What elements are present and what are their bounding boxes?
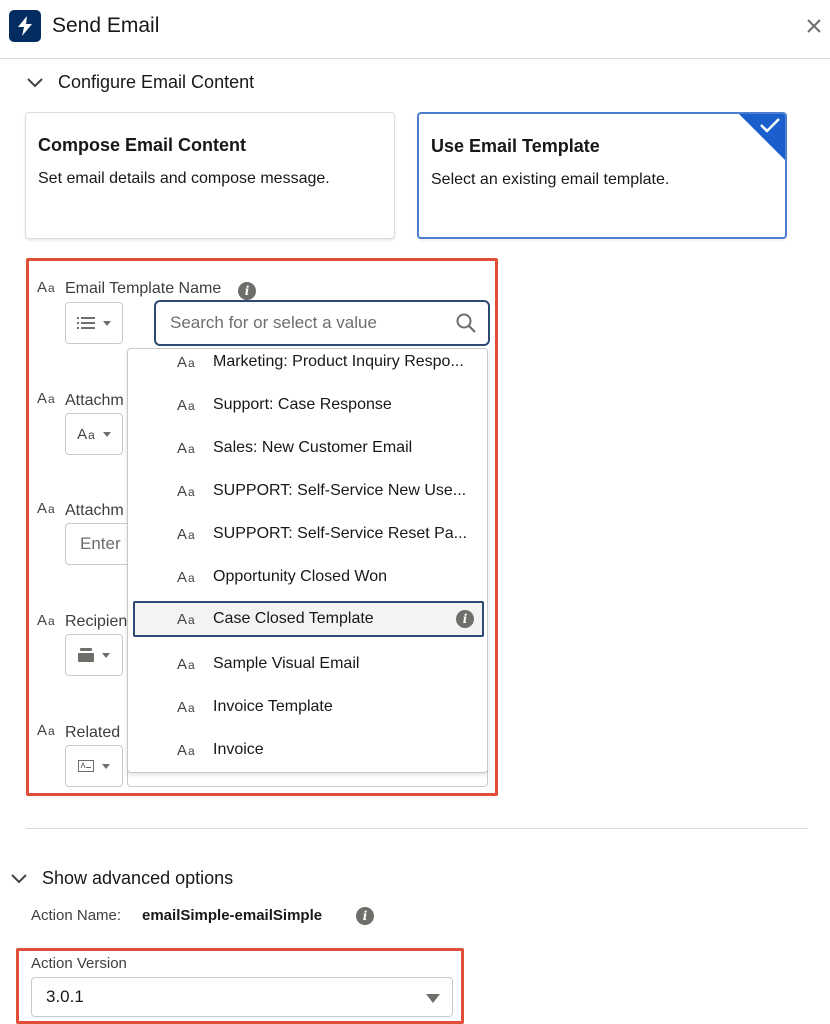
list-item[interactable] <box>133 431 484 465</box>
caret-down-icon <box>102 653 110 658</box>
list-item[interactable] <box>133 345 484 379</box>
close-button[interactable] <box>802 14 826 38</box>
option-label: SUPPORT: Self-Service Reset Pa... <box>213 525 468 542</box>
text-type-icon: A a <box>37 390 55 407</box>
option-label: Case Closed Template <box>213 610 374 627</box>
option-label: Sales: New Customer Email <box>213 439 413 456</box>
text-type-icon: A a <box>77 425 95 443</box>
option-label: Opportunity Closed Won <box>213 568 388 585</box>
info-icon[interactable]: i <box>456 610 474 628</box>
related-field-label: Related <box>65 724 121 741</box>
template-card-title: Use Email Template <box>431 136 600 156</box>
text-type-icon: A a <box>37 612 55 629</box>
use-email-template-card[interactable] <box>417 112 787 239</box>
record-icon <box>78 648 94 662</box>
text-type-icon: A a <box>37 279 55 296</box>
compose-email-content-card[interactable] <box>25 112 395 239</box>
text-type-icon: A a <box>177 568 195 586</box>
caret-down-icon <box>103 321 111 326</box>
info-icon[interactable]: i <box>238 282 256 300</box>
action-name-label: Action Name: <box>31 907 122 924</box>
header-divider <box>0 58 830 59</box>
list-item[interactable] <box>133 474 484 508</box>
action-version-label: Action Version <box>31 955 127 972</box>
text-type-icon: A a <box>177 610 195 628</box>
list-item[interactable] <box>133 517 484 551</box>
caret-down-icon <box>426 994 440 1003</box>
compose-card-title: Compose Email Content <box>38 135 247 155</box>
attachment-type-button[interactable] <box>65 413 123 455</box>
text-box-icon <box>78 760 94 772</box>
text-type-icon: A a <box>177 396 195 414</box>
option-label: Sample Visual Email <box>213 655 360 672</box>
text-type-icon: A a <box>177 482 195 500</box>
attachment-field-label: Attachm <box>65 502 124 519</box>
action-version-select[interactable] <box>31 977 453 1017</box>
recipient-type-button[interactable] <box>65 634 123 676</box>
text-type-icon: A a <box>177 353 195 371</box>
recipient-field-label: Recipien <box>65 613 128 630</box>
text-type-icon: A a <box>177 655 195 673</box>
option-label: SUPPORT: Self-Service New Use... <box>213 482 467 499</box>
option-label: Marketing: Product Inquiry Respo... <box>213 353 464 370</box>
list-item[interactable] <box>133 388 484 422</box>
action-name-value: emailSimple-emailSimple <box>142 907 323 924</box>
chevron-down-icon <box>10 870 28 888</box>
attachment-input[interactable]: Enter <box>65 523 145 565</box>
option-label: Invoice Template <box>213 698 333 715</box>
configure-email-content-label: Configure Email Content <box>58 72 255 92</box>
section-divider <box>26 828 808 829</box>
chevron-down-icon <box>26 74 44 92</box>
check-icon <box>758 116 782 134</box>
attachment-field-label: Attachm <box>65 392 124 409</box>
search-icon <box>456 313 476 333</box>
info-icon[interactable]: i <box>356 907 374 925</box>
template-name-type-button[interactable] <box>65 302 123 344</box>
list-item[interactable] <box>133 560 484 594</box>
template-card-description: Select an existing email template. <box>431 171 670 188</box>
action-version-value: 3.0.1 <box>46 987 84 1006</box>
text-type-icon: A a <box>37 722 55 739</box>
email-template-name-label: Email Template Name <box>65 280 222 297</box>
text-type-icon: A a <box>177 698 195 716</box>
configure-email-content-toggle[interactable] <box>26 72 254 93</box>
text-type-icon: A a <box>177 525 195 543</box>
compose-card-description: Set email details and compose message. <box>38 170 330 187</box>
text-type-icon: A a <box>37 500 55 517</box>
list-item[interactable] <box>133 733 484 767</box>
close-icon <box>806 18 822 34</box>
list-icon <box>77 316 95 330</box>
caret-down-icon <box>103 432 111 437</box>
lightning-bolt-icon <box>9 10 41 42</box>
option-label: Support: Case Response <box>213 396 392 413</box>
show-advanced-options-label: Show advanced options <box>42 868 234 888</box>
option-label: Invoice <box>213 741 264 758</box>
list-item[interactable] <box>133 647 484 681</box>
caret-down-icon <box>102 764 110 769</box>
email-template-dropdown <box>127 348 488 773</box>
email-template-search[interactable] <box>154 300 490 346</box>
related-type-button[interactable] <box>65 745 123 787</box>
text-type-icon: A a <box>177 439 195 457</box>
email-template-search-input[interactable] <box>168 312 456 334</box>
list-item-highlighted[interactable] <box>133 601 484 637</box>
modal-title: Send Email <box>52 14 160 37</box>
text-type-icon: A a <box>177 741 195 759</box>
show-advanced-options-toggle[interactable] <box>10 868 233 889</box>
list-item[interactable] <box>133 690 484 724</box>
